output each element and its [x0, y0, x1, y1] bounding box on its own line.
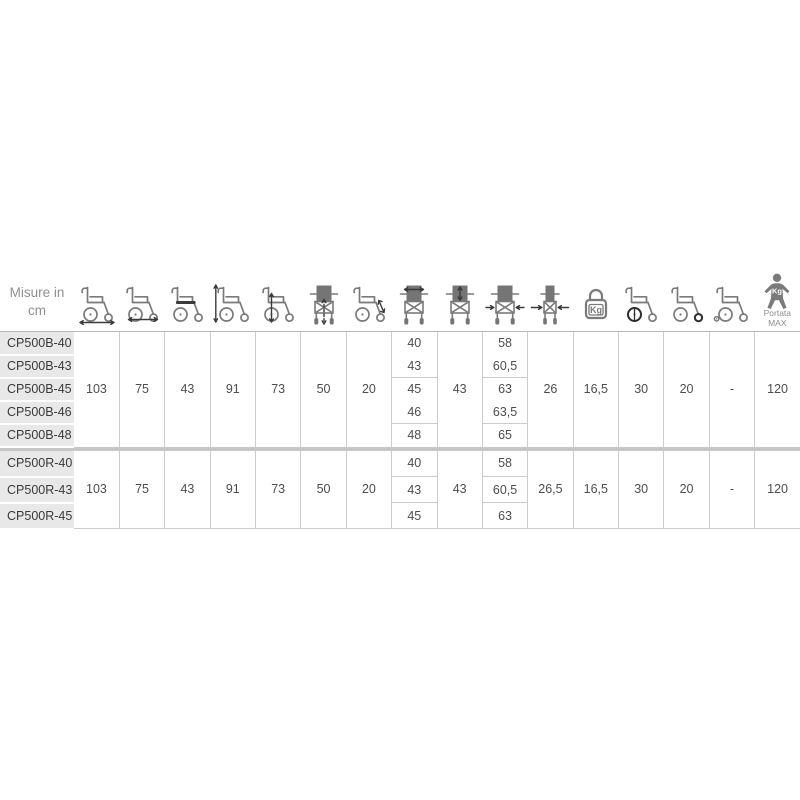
value-cell-overall-height: 91 [210, 451, 255, 529]
value-cell-seat-height: 50 [301, 451, 346, 529]
col-weight [573, 272, 618, 332]
row-label: CP500B-43 [0, 355, 74, 378]
footrest-length-icon [349, 281, 389, 325]
value-cell-seat-width: 43 [392, 355, 437, 378]
col-small-wheel [664, 272, 709, 332]
value-cell-backrest-height: 43 [437, 451, 482, 529]
value-cell-backrest-height: 43 [437, 332, 482, 447]
value-cell-footrest-length: 20 [346, 451, 391, 529]
col-folded-width [528, 272, 573, 332]
seat-depth-icon [167, 281, 207, 325]
col-armrest-height [256, 272, 301, 332]
col-large-wheel [619, 272, 664, 332]
table-header [0, 272, 800, 332]
value-cell-seat-width: 40 [392, 332, 437, 355]
row-label: CP500R-43 [0, 477, 74, 503]
col-length-without-footrests [119, 272, 164, 332]
max-load-header [755, 273, 800, 330]
small-wheel-diameter-icon [667, 281, 707, 325]
value-cell-overall-width: 63 [482, 503, 527, 529]
value-cell-seat-depth: 43 [165, 451, 210, 529]
value-cell-overall-length: 103 [74, 332, 119, 447]
value-cell-small-wheel: 20 [664, 332, 709, 447]
large-wheel-diameter-icon [621, 281, 661, 325]
value-cell-seat-width: 45 [392, 378, 437, 401]
value-cell-seat-depth: 43 [165, 332, 210, 447]
group-cp500b [0, 332, 800, 447]
value-cell-weight: 16,5 [573, 332, 618, 447]
value-cell-seat-width: 46 [392, 401, 437, 424]
value-cell-length-without-footrests: 75 [119, 451, 164, 529]
value-cell-seat-width: 48 [392, 424, 437, 447]
value-cell-folded-width: 26 [528, 332, 573, 447]
overall-height-icon [213, 281, 253, 325]
group-cp500r [0, 451, 800, 529]
caster-wheel-icon [712, 281, 752, 325]
value-cell-overall-length: 103 [74, 451, 119, 529]
value-cell-overall-width: 58 [482, 332, 527, 355]
col-footrest-length [346, 272, 391, 332]
row-label: CP500B-48 [0, 424, 74, 447]
row-label: CP500B-40 [0, 332, 74, 355]
measurement-table [0, 272, 800, 530]
seat-width-icon [394, 281, 434, 325]
header-row [0, 272, 800, 332]
table-row [0, 451, 800, 477]
value-cell-small-wheel: 20 [664, 451, 709, 529]
col-overall-height [210, 272, 255, 332]
col-backrest-height [437, 272, 482, 332]
col-max-load [755, 272, 800, 332]
kettlebell-kg-label: Kg [589, 305, 602, 315]
backrest-height-icon [440, 281, 480, 325]
col-overall-length [74, 272, 119, 332]
value-cell-seat-width: 45 [392, 503, 437, 529]
col-seat-height [301, 272, 346, 332]
max-load-label-line2: MAX [768, 318, 787, 329]
overall-width-icon [485, 281, 525, 325]
value-cell-armrest-height: 73 [256, 332, 301, 447]
row-label: CP500R-45 [0, 503, 74, 529]
value-cell-caster-wheel: - [709, 451, 754, 529]
col-overall-width [482, 272, 527, 332]
value-cell-footrest-length: 20 [346, 332, 391, 447]
value-cell-seat-width: 40 [392, 451, 437, 477]
col-seat-width [392, 272, 437, 332]
armrest-height-icon [258, 281, 298, 325]
value-cell-overall-width: 58 [482, 451, 527, 477]
col-seat-depth [165, 272, 210, 332]
value-cell-overall-width: 60,5 [482, 477, 527, 503]
max-load-label-line1: Portata [763, 308, 792, 319]
value-cell-weight: 16,5 [573, 451, 618, 529]
max-load-icon [757, 273, 797, 309]
value-cell-caster-wheel: - [709, 332, 754, 447]
row-label: CP500B-46 [0, 401, 74, 424]
value-cell-large-wheel: 30 [619, 332, 664, 447]
table-title-line1: Misure in [9, 284, 65, 300]
row-label: CP500B-45 [0, 378, 74, 401]
value-cell-folded-width: 26,5 [528, 451, 573, 529]
table-title-line2: cm [28, 302, 46, 318]
value-cell-overall-height: 91 [210, 332, 255, 447]
value-cell-overall-width: 63 [482, 378, 527, 401]
value-cell-overall-width: 65 [482, 424, 527, 447]
value-cell-length-without-footrests: 75 [119, 332, 164, 447]
table-title [0, 272, 74, 332]
folded-width-icon [530, 281, 570, 325]
table-row [0, 332, 800, 355]
value-cell-seat-height: 50 [301, 332, 346, 447]
col-caster-wheel [709, 272, 754, 332]
length-without-footrests-icon [122, 281, 162, 325]
value-cell-seat-width: 43 [392, 477, 437, 503]
value-cell-armrest-height: 73 [256, 451, 301, 529]
weight-kg-icon [576, 281, 616, 325]
max-load-label [764, 309, 791, 330]
person-kg-label: Kg [772, 286, 783, 296]
value-cell-overall-width: 63,5 [482, 401, 527, 424]
row-label: CP500R-40 [0, 451, 74, 477]
value-cell-overall-width: 60,5 [482, 355, 527, 378]
seat-height-icon [304, 281, 344, 325]
value-cell-max-load: 120 [755, 451, 800, 529]
value-cell-large-wheel: 30 [619, 451, 664, 529]
value-cell-max-load: 120 [755, 332, 800, 447]
overall-length-icon [77, 281, 117, 325]
